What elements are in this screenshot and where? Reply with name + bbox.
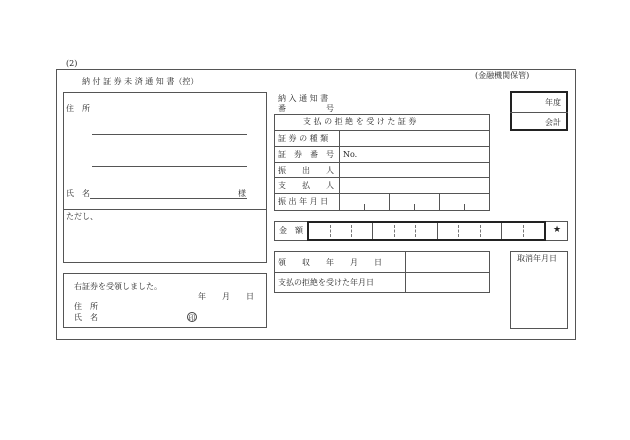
nendo-label: 年度 [545,98,561,107]
refused-row-line-2 [274,146,490,147]
number-prefix: No. [343,150,358,159]
note-label: ただし、 [66,212,98,221]
name-line [90,198,247,199]
seal-mark: 印 [188,314,196,322]
receipt-date-label: 領 収 年 月 日 [278,258,382,267]
amount-digit-1 [330,225,331,237]
amount-digit-9 [501,223,502,239]
sama-label: 様 [238,189,246,198]
notice-label-2: 番 号 [278,104,334,113]
refused-row-line-5 [274,193,490,194]
receipt-date: 年 月 日 [198,292,254,301]
row-label-payer: 支 払 人 [278,181,334,190]
kaikei-label: 会計 [545,118,561,127]
receipt-address-label: 住 所 [74,302,98,311]
notice-label-1: 納 入 通 知 書 [278,94,329,103]
name-label: 氏 名 [66,189,90,198]
address-line-2 [92,166,247,167]
amount-digit-2 [351,225,352,237]
refused-label-divider [339,130,340,211]
amount-digit-3 [372,223,373,239]
issue-date-divider-1 [389,193,390,211]
amount-digit-8 [480,225,481,237]
issue-date-divider-2 [439,193,440,211]
date-table-row-line [274,272,490,273]
amount-digit-4 [394,225,395,237]
refused-row-line-1 [274,130,490,131]
address-box [63,92,267,263]
amount-label: 金 額 [279,226,303,235]
receipt-text: 右証券を受領しました。 [74,282,162,291]
row-label-type: 証 券 の 種 類 [278,134,329,143]
fiscal-divider [510,112,568,113]
refused-row-line-4 [274,177,490,178]
row-label-number: 証 券 番 号 [278,150,334,159]
issue-date-tick-2 [414,204,415,211]
keeper-label: (金融機関保管) [475,71,530,80]
note-divider [63,209,267,210]
refused-row-line-3 [274,162,490,163]
row-label-drawer: 振 出 人 [278,166,334,175]
address-label: 住 所 [66,104,90,113]
receipt-name-label: 氏 名 [74,313,98,322]
amount-digit-7 [458,225,459,237]
address-line-1 [92,134,247,135]
form-title: 納 付 証 券 未 済 通 知 書（控） [82,77,199,86]
star-mark: ★ [553,225,562,235]
refused-date-label: 支払の拒絶を受けた年月日 [278,278,374,287]
amount-digit-6 [437,223,438,239]
amount-field [307,221,546,241]
amount-digit-5 [415,225,416,237]
date-table-col-line [405,251,406,293]
row-label-issue-date: 振 出 年 月 日 [278,197,329,206]
form-number: (2) [66,59,78,68]
cancel-label: 取消年月日 [517,254,557,263]
amount-digit-10 [523,225,524,237]
issue-date-tick-1 [364,204,365,211]
issue-date-tick-3 [464,204,465,211]
refused-header: 支 払 の 拒 絶 を 受 け た 証 券 [303,117,417,126]
